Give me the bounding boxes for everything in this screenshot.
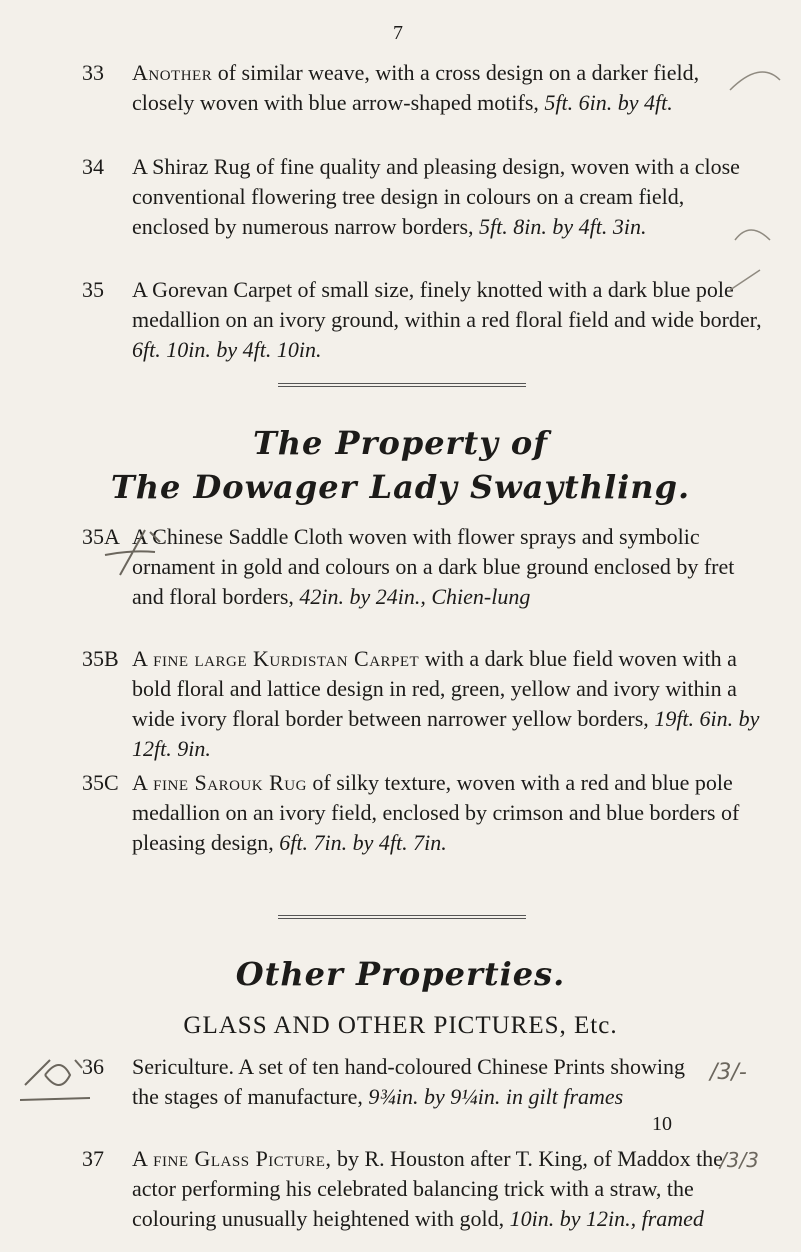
lot-35 bbox=[82, 275, 762, 365]
lot-description: A Gorevan Carpet of small size, finely knotted with a dark blue pole medallion on an ivory ground, within a red floral field and wide border, bbox=[132, 277, 762, 332]
lot-number: 37 bbox=[82, 1146, 104, 1171]
section-divider bbox=[278, 915, 526, 919]
section-owner: The Dowager Lady Swaythling. bbox=[110, 468, 691, 506]
lot-number: 35A bbox=[82, 524, 120, 549]
lot-size: 19ft. 6in. by 12ft. 9in. bbox=[132, 706, 760, 761]
lot-number: 35B bbox=[82, 646, 119, 671]
handwritten-mark-icon bbox=[20, 1050, 95, 1105]
category-heading: GLASS AND OTHER PICTURES, Etc. bbox=[183, 1012, 618, 1039]
lot-size: 5ft. 6in. by 4ft. bbox=[544, 90, 673, 115]
lot-35b bbox=[82, 644, 762, 764]
lot-description: by R. Houston after T. King, of Maddox the actor performing his celebrated balancing trick with a straw, the colouring unusually heightened with gold, bbox=[132, 1146, 723, 1231]
lot-size: 6ft. 7in. by 4ft. 7in. bbox=[279, 830, 447, 855]
section-divider bbox=[278, 383, 526, 387]
lot-lead: A fine Sarouk Rug bbox=[132, 770, 307, 795]
lot-lead: A fine Glass Picture, bbox=[132, 1146, 332, 1171]
lot-size: 9¾in. by 9¼in. in gilt frames bbox=[368, 1084, 624, 1109]
handwritten-mark-icon bbox=[100, 520, 190, 580]
handwritten-price: /3/- bbox=[710, 1060, 747, 1085]
lot-size: 6ft. 10in. by 4ft. 10in. bbox=[132, 337, 322, 362]
handwritten-mark-icon bbox=[720, 40, 790, 340]
section-heading: Other Properties. bbox=[235, 955, 566, 993]
lot-size: 42in. by 24in., Chien-lung bbox=[299, 584, 531, 609]
lot-number: 33 bbox=[82, 60, 104, 85]
lot-size: 5ft. 8in. by 4ft. 3in. bbox=[479, 214, 647, 239]
lot-number: 34 bbox=[82, 154, 104, 179]
page-number: 7 bbox=[393, 22, 403, 44]
lot-37 bbox=[82, 1144, 762, 1234]
lot-count: 10 bbox=[652, 1113, 672, 1135]
lot-size: 10in. by 12in., framed bbox=[509, 1206, 704, 1231]
lot-34 bbox=[82, 152, 762, 242]
lot-description: Sericulture. A set of ten hand-coloured Chinese Prints showing the stages of manufacture, bbox=[132, 1054, 685, 1109]
lot-number: 36 bbox=[82, 1054, 104, 1079]
lot-lead: Another bbox=[132, 60, 213, 85]
lot-lead: A fine large Kurdistan Carpet bbox=[132, 646, 420, 671]
lot-35c bbox=[82, 768, 762, 858]
lot-description: with a dark blue field woven with a bold floral and lattice design in red, green, yellow and ivory within a wide ivory floral border between narrower yellow borders, bbox=[132, 646, 737, 731]
lot-33 bbox=[82, 58, 762, 118]
lot-description: of silky texture, woven with a red and blue pole medallion on an ivory field, enclosed by crimson and blue borders of pleasing design, bbox=[132, 770, 740, 855]
lot-description: A Chinese Saddle Cloth woven with flower sprays and symbolic ornament in gold and colours on a dark blue ground enclosed by fret and floral borders, bbox=[132, 524, 735, 609]
handwritten-price: /3/3 bbox=[720, 1148, 759, 1172]
lot-description: of similar weave, with a cross design on a darker field, closely woven with blue arrow-shaped motifs, bbox=[132, 60, 700, 115]
section-heading: The Property of bbox=[252, 424, 549, 462]
lot-number: 35C bbox=[82, 770, 119, 795]
lot-description: A Shiraz Rug of fine quality and pleasing design, woven with a close conventional flowering tree design in colours on a cream field, enclosed by numerous narrow borders, bbox=[132, 154, 740, 239]
lot-36 bbox=[82, 1052, 692, 1112]
lot-number: 35 bbox=[82, 277, 104, 302]
